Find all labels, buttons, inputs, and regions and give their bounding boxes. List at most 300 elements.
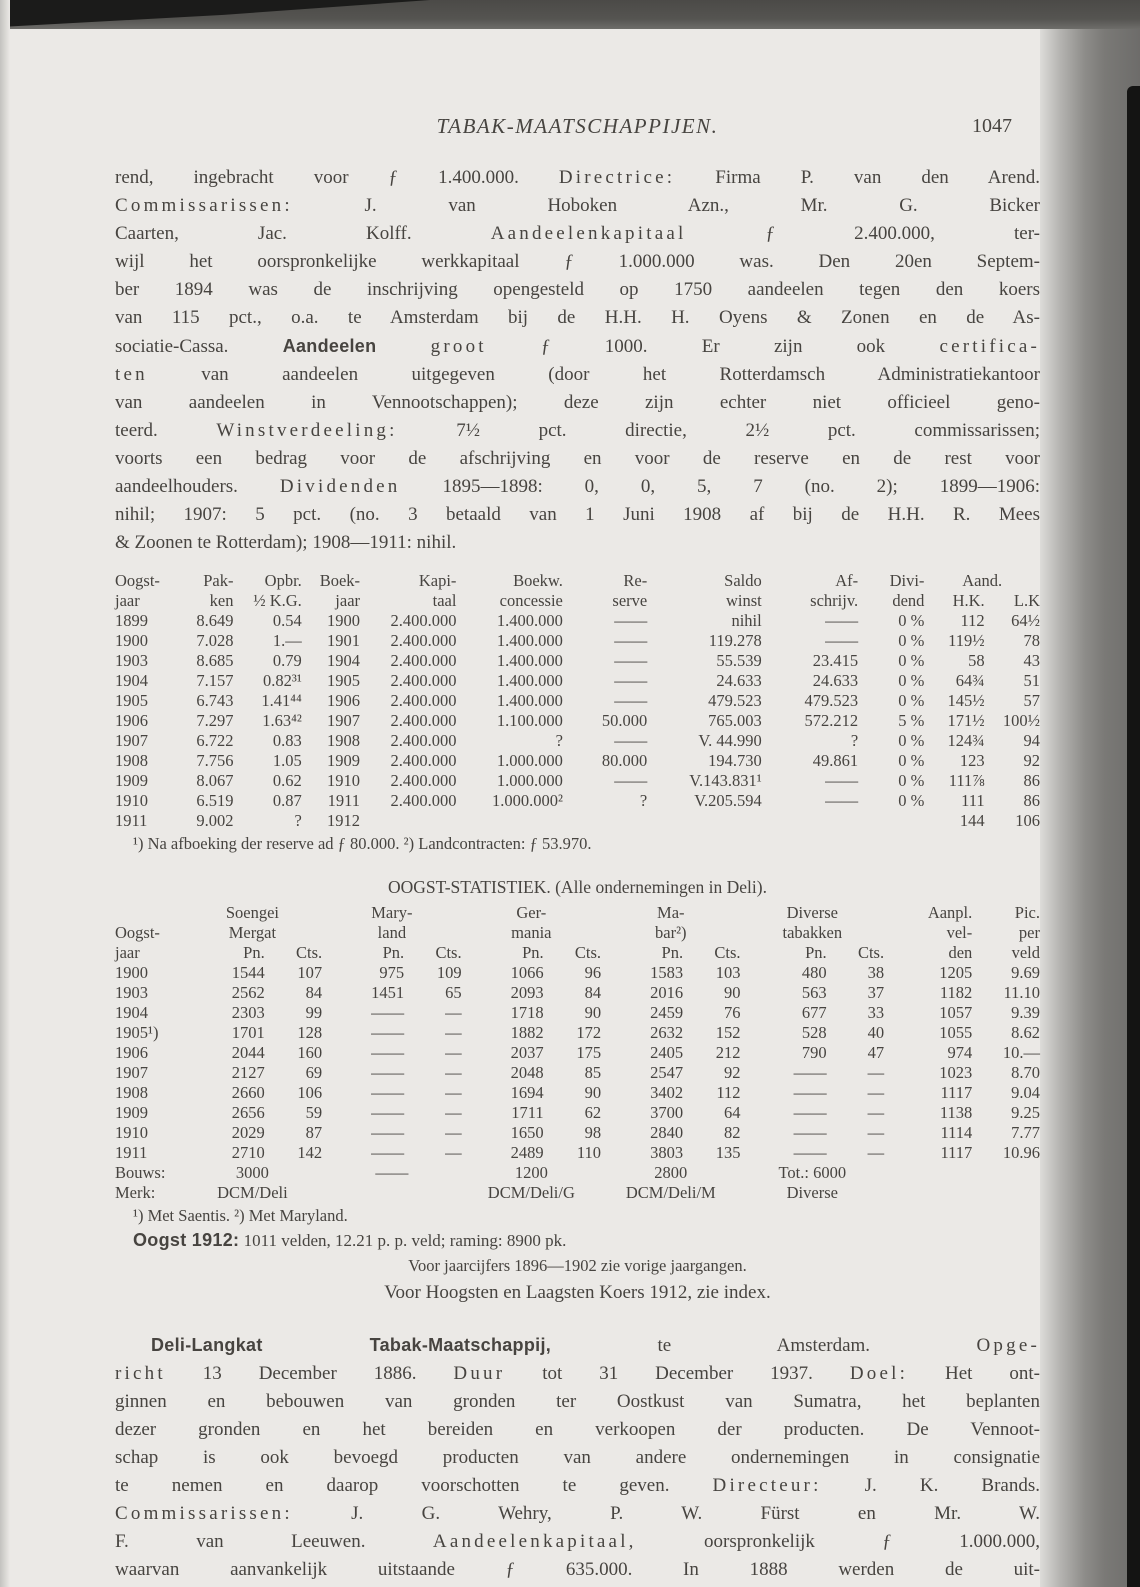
harvest-table-header — [115, 903, 1040, 963]
cell: —— — [371, 1143, 405, 1162]
text-segment — [376, 336, 430, 357]
cell: 1909 — [115, 771, 148, 790]
cell: 64¾ — [955, 671, 985, 690]
cell: 0.83 — [272, 731, 302, 750]
cell: 765.003 — [708, 711, 762, 730]
cell: 1908 — [115, 1083, 148, 1102]
cell: — — [445, 1123, 462, 1142]
cell — [762, 811, 858, 831]
cell: —— — [614, 651, 648, 670]
text-segment: ten — [115, 364, 148, 385]
cell: 2632 — [650, 1023, 684, 1042]
cell: 99 — [305, 1003, 323, 1022]
text-segment: van aandeelen in Vennootschappen); deze zijn echter niet officieel geno- — [115, 392, 1040, 413]
cell: 6.722 — [196, 731, 234, 750]
cell: —— — [371, 1083, 405, 1102]
cell: 24.633 — [716, 671, 762, 690]
text-segment: ƒ 1000. Er zijn ook — [486, 336, 940, 357]
text-segment: dezer gronden en het bereiden en verkoopen der producten. De Vennoot- — [115, 1419, 1040, 1440]
cell: 3000 — [235, 1163, 269, 1182]
cell: 172 — [576, 1023, 602, 1042]
text-segment: rend, ingebracht voor ƒ 1.400.000. — [115, 167, 559, 188]
column-header: concessie — [499, 591, 563, 610]
page-title: TABAK-MAATSCHAPPIJEN. — [436, 114, 719, 138]
column-header: Cts. — [574, 943, 602, 962]
column-header: Boek- — [319, 571, 361, 590]
text-segment: groot — [430, 336, 487, 357]
cell — [972, 1183, 1040, 1203]
cell: 40 — [867, 1023, 885, 1042]
text-segment: Dividenden — [279, 476, 401, 497]
cell: 1910 — [115, 791, 148, 810]
column-header: taal — [432, 591, 457, 610]
cell: 1.400.000 — [496, 611, 563, 630]
column-header: Ma- — [657, 903, 685, 922]
text-segment: richt — [115, 1363, 166, 1384]
text-segment: van 115 pct., o.a. te Amsterdam bij de H.H. H. Oyens & Zonen en de As- — [115, 307, 1040, 328]
cell: 92 — [724, 1063, 741, 1082]
column-header: Cts. — [714, 943, 741, 962]
text-line — [115, 304, 1040, 332]
cell: 86 — [1023, 791, 1040, 810]
cell: 128 — [297, 1023, 323, 1042]
table-row — [115, 711, 1040, 731]
text-segment: J. K. Brands. — [821, 1475, 1040, 1496]
cell — [360, 811, 456, 831]
cell: 2.400.000 — [390, 611, 457, 630]
cell: 76 — [724, 1003, 741, 1022]
financial-results-table — [115, 571, 1040, 831]
column-header: Aand. — [962, 571, 1003, 590]
text-segment: tot 31 December 1937. — [505, 1363, 850, 1384]
harvest-statistics-title: OOGST-STATISTIEK. (Alle ondernemingen in Deli). — [387, 877, 767, 897]
text-segment: ƒ 2.400.000, ter- — [686, 223, 1040, 244]
merk-row — [115, 1183, 1040, 1203]
cell: 1910 — [327, 771, 361, 790]
harvest-statistics-table — [115, 903, 1040, 1203]
cell: 6.519 — [196, 791, 234, 810]
cell — [884, 1183, 972, 1203]
text-segment: Deli-Langkat Tabak-Maatschappij, — [151, 1335, 552, 1355]
cell: 2.400.000 — [390, 731, 457, 750]
cell: 0.62 — [272, 771, 302, 790]
cell: 111⅞ — [948, 771, 985, 790]
column-header: Pn. — [661, 943, 684, 962]
column-header: bar²) — [655, 923, 687, 942]
cell: 0.82³¹ — [263, 671, 302, 690]
table-row — [115, 963, 1040, 983]
text-segment: & Zoonen te Rotterdam); 1908—1911: nihil. — [115, 532, 457, 553]
cell: 0 % — [898, 771, 925, 790]
column-header: jaar — [335, 591, 361, 610]
column-header: Pak- — [203, 571, 234, 590]
cell: 2800 — [654, 1163, 688, 1182]
cell: —— — [793, 1063, 827, 1082]
table-row — [115, 1063, 1040, 1083]
cell: —— — [614, 611, 648, 630]
reference-note: Voor jaarcijfers 1896—1902 zie vorige jaargangen. — [408, 1256, 747, 1275]
table-footnote: ¹) Na afboeking der reserve ad ƒ 80.000. ²) Landcontracten: ƒ 53.970. — [133, 834, 592, 853]
cell: 1.05 — [272, 751, 302, 770]
cell: ? — [850, 731, 859, 750]
text-segment: certifica- — [939, 336, 1040, 357]
cell: 51 — [1023, 671, 1040, 690]
cell: 1904 — [327, 651, 361, 670]
harvest-1912-line — [115, 1229, 1040, 1252]
text-line — [115, 332, 1040, 361]
cell: 23.415 — [812, 651, 859, 670]
cell: 78 — [1023, 631, 1040, 650]
column-header: Aanpl. — [927, 903, 973, 922]
cell: 3402 — [650, 1083, 684, 1102]
cell: 2840 — [650, 1123, 684, 1142]
cell: 1451 — [371, 983, 405, 1002]
cell: 7.756 — [196, 751, 234, 770]
cell: 1907 — [327, 711, 361, 730]
text-line — [115, 1556, 1040, 1584]
text-line — [115, 1360, 1040, 1388]
cell: 1905 — [115, 691, 148, 710]
cell: 2037 — [510, 1043, 544, 1062]
cell: 1138 — [939, 1103, 973, 1122]
cell: 5 % — [898, 711, 925, 730]
cell: 2.400.000 — [390, 791, 457, 810]
cell: ? — [639, 791, 648, 810]
text-segment: Commissarissen: — [115, 1503, 293, 1524]
cell: 106 — [297, 1083, 323, 1102]
table-row — [115, 1023, 1040, 1043]
table-row — [115, 791, 1040, 811]
cell: 8.067 — [196, 771, 234, 790]
column-header: Oogst- — [115, 571, 160, 590]
text-line — [115, 164, 1040, 192]
column-header: Oogst- — [115, 923, 160, 942]
cell: 3700 — [650, 1103, 684, 1122]
column-header: Boekw. — [513, 571, 563, 590]
text-line — [115, 1500, 1040, 1528]
cell: 1583 — [650, 963, 684, 982]
cell: —— — [371, 1063, 405, 1082]
harvest-table-footnote: ¹) Met Saentis. ²) Met Maryland. — [133, 1206, 348, 1225]
cell: 92 — [1023, 751, 1040, 770]
cell: — — [445, 1003, 462, 1022]
text-segment: Directeur: — [712, 1475, 822, 1496]
cell: 62 — [584, 1103, 602, 1122]
text-segment: Directrice: — [558, 167, 676, 188]
text-segment: teerd. — [115, 420, 217, 441]
text-segment: J. G. Wehry, P. W. Fürst en Mr. W. — [292, 1503, 1040, 1524]
cell: 1899 — [115, 611, 148, 630]
cell: 33 — [867, 1003, 885, 1022]
scan-right-gutter — [1040, 0, 1140, 1587]
text-line — [115, 1388, 1040, 1416]
cell: 1911 — [115, 1143, 148, 1162]
cell: — — [445, 1143, 462, 1162]
column-header: Kapi- — [418, 571, 457, 590]
table-row — [115, 611, 1040, 631]
cell: 9.002 — [196, 811, 234, 830]
cell: 1711 — [511, 1103, 544, 1122]
cell: 1701 — [231, 1023, 265, 1042]
cell: 37 — [867, 983, 885, 1002]
cell: 47 — [867, 1043, 885, 1062]
cell — [563, 811, 647, 831]
cell: 109 — [436, 963, 462, 982]
text-segment: van aandeelen uitgegeven (door het Rotterdamsch Administratiekantoor — [147, 364, 1040, 385]
text-segment: wijl het oorspronkelijke werkkapitaal ƒ 1.000.000 was. Den 20en Septem- — [115, 251, 1040, 272]
text-line — [115, 192, 1040, 220]
column-header: dend — [892, 591, 925, 610]
cell: 0 % — [898, 671, 925, 690]
text-segment: Opge- — [976, 1335, 1040, 1356]
company-description-paragraph — [115, 164, 1040, 557]
cell: 1205 — [939, 963, 973, 982]
cell: 10.— — [1002, 1043, 1040, 1062]
row-label: Bouws: — [115, 1163, 166, 1182]
cell: 144 — [959, 811, 985, 830]
cell — [858, 811, 924, 831]
text-segment: Commissarissen: — [115, 195, 293, 216]
cell: 1057 — [939, 1003, 973, 1022]
cell: 1718 — [510, 1003, 544, 1022]
cell: — — [445, 1103, 462, 1122]
table-row — [115, 671, 1040, 691]
column-header: L.K — [1013, 591, 1040, 610]
column-header: Re- — [623, 571, 648, 590]
cell — [972, 1163, 1040, 1183]
cell: 107 — [297, 963, 323, 982]
cell: 175 — [576, 1043, 602, 1062]
cell: —— — [825, 631, 859, 650]
cell: 82 — [724, 1123, 741, 1142]
column-header: Pn. — [522, 943, 544, 962]
cell: DCM/Deli/M — [625, 1183, 716, 1202]
cell: 1901 — [327, 631, 361, 650]
cell: 90 — [584, 1083, 602, 1102]
cell: 49.861 — [812, 751, 859, 770]
column-header: Saldo — [724, 571, 762, 590]
column-header: tabakken — [782, 923, 843, 942]
cell: —— — [825, 771, 859, 790]
cell: — — [867, 1063, 885, 1082]
scan-right-edge — [1127, 86, 1140, 1587]
cell: 59 — [305, 1103, 323, 1122]
cell: 563 — [801, 983, 827, 1002]
text-line — [115, 501, 1040, 529]
cell: 10.96 — [1002, 1143, 1040, 1162]
cell: 1908 — [327, 731, 361, 750]
cell: 2303 — [231, 1003, 265, 1022]
table-row — [115, 811, 1040, 831]
text-segment: Oogst 1912: — [133, 1230, 240, 1250]
cell: 0 % — [898, 631, 925, 650]
cell: 2.400.000 — [390, 711, 457, 730]
cell: 1904 — [115, 1003, 148, 1022]
cell: V.143.831¹ — [689, 771, 762, 790]
cell: 2562 — [231, 983, 265, 1002]
column-header: vel- — [946, 923, 973, 942]
book-page — [115, 0, 1040, 1584]
cell: 55.539 — [716, 651, 762, 670]
column-header: jaar — [115, 943, 140, 962]
bouws-row — [115, 1163, 1040, 1183]
cell: — — [445, 1023, 462, 1042]
cell: 1066 — [510, 963, 544, 982]
text-line — [115, 445, 1040, 473]
cell: 119½ — [948, 631, 985, 650]
column-header: per — [1018, 923, 1040, 942]
cell: V.205.594 — [694, 791, 762, 810]
cell: 123 — [959, 751, 985, 770]
cell: —— — [793, 1083, 827, 1102]
row-label: Merk: — [115, 1183, 156, 1202]
cell: 1903 — [115, 983, 148, 1002]
column-header: Cts. — [296, 943, 323, 962]
cell: 3803 — [650, 1143, 684, 1162]
cell: 1900 — [115, 631, 148, 650]
cell: 2710 — [231, 1143, 265, 1162]
column-header: schrijv. — [810, 591, 859, 610]
cell: 1.400.000 — [496, 651, 563, 670]
column-header: ken — [209, 591, 234, 610]
cell: 7.157 — [196, 671, 234, 690]
text-segment: 13 December 1886. — [165, 1363, 454, 1384]
cell: 2.400.000 — [390, 651, 457, 670]
cell: — — [867, 1103, 885, 1122]
cell: —— — [371, 1003, 405, 1022]
cell: 2.400.000 — [390, 631, 457, 650]
cell: 790 — [801, 1043, 827, 1062]
table-row — [115, 651, 1040, 671]
column-header: Pn. — [243, 943, 265, 962]
cell: —— — [614, 691, 648, 710]
table-row — [115, 731, 1040, 751]
cell: 479.523 — [804, 691, 859, 710]
cell: —— — [375, 1163, 409, 1182]
cell: 2048 — [510, 1063, 544, 1082]
cell: 80.000 — [601, 751, 648, 770]
cell: 38 — [867, 963, 885, 982]
cell: 0 % — [898, 731, 925, 750]
cell: 65 — [445, 983, 462, 1002]
column-header: Mary- — [371, 903, 413, 922]
harvest-table-summary — [115, 1163, 1040, 1203]
column-header: mania — [511, 923, 552, 942]
cell: —— — [614, 671, 648, 690]
cell: 1.000.000² — [491, 791, 563, 810]
cell: — — [867, 1123, 885, 1142]
cell: 1904 — [115, 671, 148, 690]
cell: 677 — [801, 1003, 827, 1022]
cell: 1544 — [231, 963, 265, 982]
text-line — [115, 529, 1040, 557]
cell: 171½ — [947, 711, 985, 730]
cell: DCM/Deli — [217, 1183, 288, 1202]
text-segment: 1011 velden, 12.21 p. p. veld; raming: 8900 pk. — [239, 1231, 567, 1250]
text-line — [115, 361, 1040, 389]
cell: 1114 — [940, 1123, 973, 1142]
cell: 7.77 — [1011, 1123, 1040, 1142]
text-segment: J. van Hoboken Azn., Mr. G. Bicker — [292, 195, 1040, 216]
cell: 480 — [801, 963, 827, 982]
text-segment: Aandeelen — [282, 336, 377, 356]
cell: —— — [614, 771, 648, 790]
cell: 1.41⁴⁴ — [261, 691, 302, 710]
cell: 2093 — [510, 983, 544, 1002]
cell: 2547 — [650, 1063, 684, 1082]
cell: 1906 — [115, 1043, 148, 1062]
cell: 1900 — [327, 611, 361, 630]
cell: 2489 — [510, 1143, 544, 1162]
cell: 7.297 — [196, 711, 234, 730]
cell: 1882 — [510, 1023, 544, 1042]
column-header — [115, 903, 183, 923]
cell: 0 % — [898, 751, 925, 770]
text-line — [115, 473, 1040, 501]
cell: 58 — [968, 651, 985, 670]
text-segment: 1895—1898: 0, 0, 5, 7 (no. 2); 1899—1906: — [400, 476, 1040, 497]
cell: 96 — [584, 963, 602, 982]
financial-table-header — [115, 571, 1040, 611]
cell: ? — [555, 731, 563, 750]
cell: 43 — [1023, 651, 1040, 670]
cell: 2405 — [650, 1043, 684, 1062]
cell: 1694 — [510, 1083, 544, 1102]
cell: 1912 — [327, 811, 361, 830]
cell: 135 — [715, 1143, 741, 1162]
cell: —— — [371, 1103, 405, 1122]
text-segment: te nemen en daarop voorschotten te geven. — [115, 1475, 713, 1496]
text-line — [115, 1331, 1040, 1360]
column-header: Pn. — [382, 943, 405, 962]
cell: 2656 — [231, 1103, 265, 1122]
column-header: ½ K.G. — [253, 591, 302, 610]
cell: 8.685 — [196, 651, 234, 670]
text-segment: Duur — [453, 1363, 506, 1384]
text-segment: te Amsterdam. — [551, 1335, 977, 1356]
column-header: jaar — [115, 591, 140, 610]
column-header: land — [377, 923, 407, 942]
cell: 1117 — [940, 1143, 973, 1162]
cell: 1903 — [115, 651, 148, 670]
table-row — [115, 751, 1040, 771]
column-header: Soengei — [225, 903, 279, 922]
cell: 145½ — [947, 691, 985, 710]
cell: 8.649 — [196, 611, 234, 630]
column-header: Diverse — [786, 903, 838, 922]
cell: V. 44.990 — [698, 731, 762, 750]
text-segment: Caarten, Jac. Kolff. — [115, 223, 491, 244]
cell: 1909 — [327, 751, 361, 770]
text-segment: ginnen en bebouwen van gronden ter Oostkust van Sumatra, het beplanten — [115, 1391, 1040, 1412]
cell: 2029 — [231, 1123, 265, 1142]
cell: —— — [371, 1123, 405, 1142]
cell: 2.400.000 — [390, 691, 457, 710]
table-row — [115, 1103, 1040, 1123]
cell: 90 — [724, 983, 741, 1002]
table-row — [115, 1043, 1040, 1063]
text-segment: Winstverdeeling: — [216, 420, 398, 441]
cell: 1900 — [115, 963, 148, 982]
text-line — [115, 1528, 1040, 1556]
cell: 0.54 — [272, 611, 302, 630]
column-header: Cts. — [857, 943, 885, 962]
cell: 87 — [305, 1123, 323, 1142]
cell: 1907 — [115, 1063, 148, 1082]
cell: 152 — [715, 1023, 741, 1042]
cell: 1906 — [115, 711, 148, 730]
cell: 1.000.000 — [496, 751, 563, 770]
